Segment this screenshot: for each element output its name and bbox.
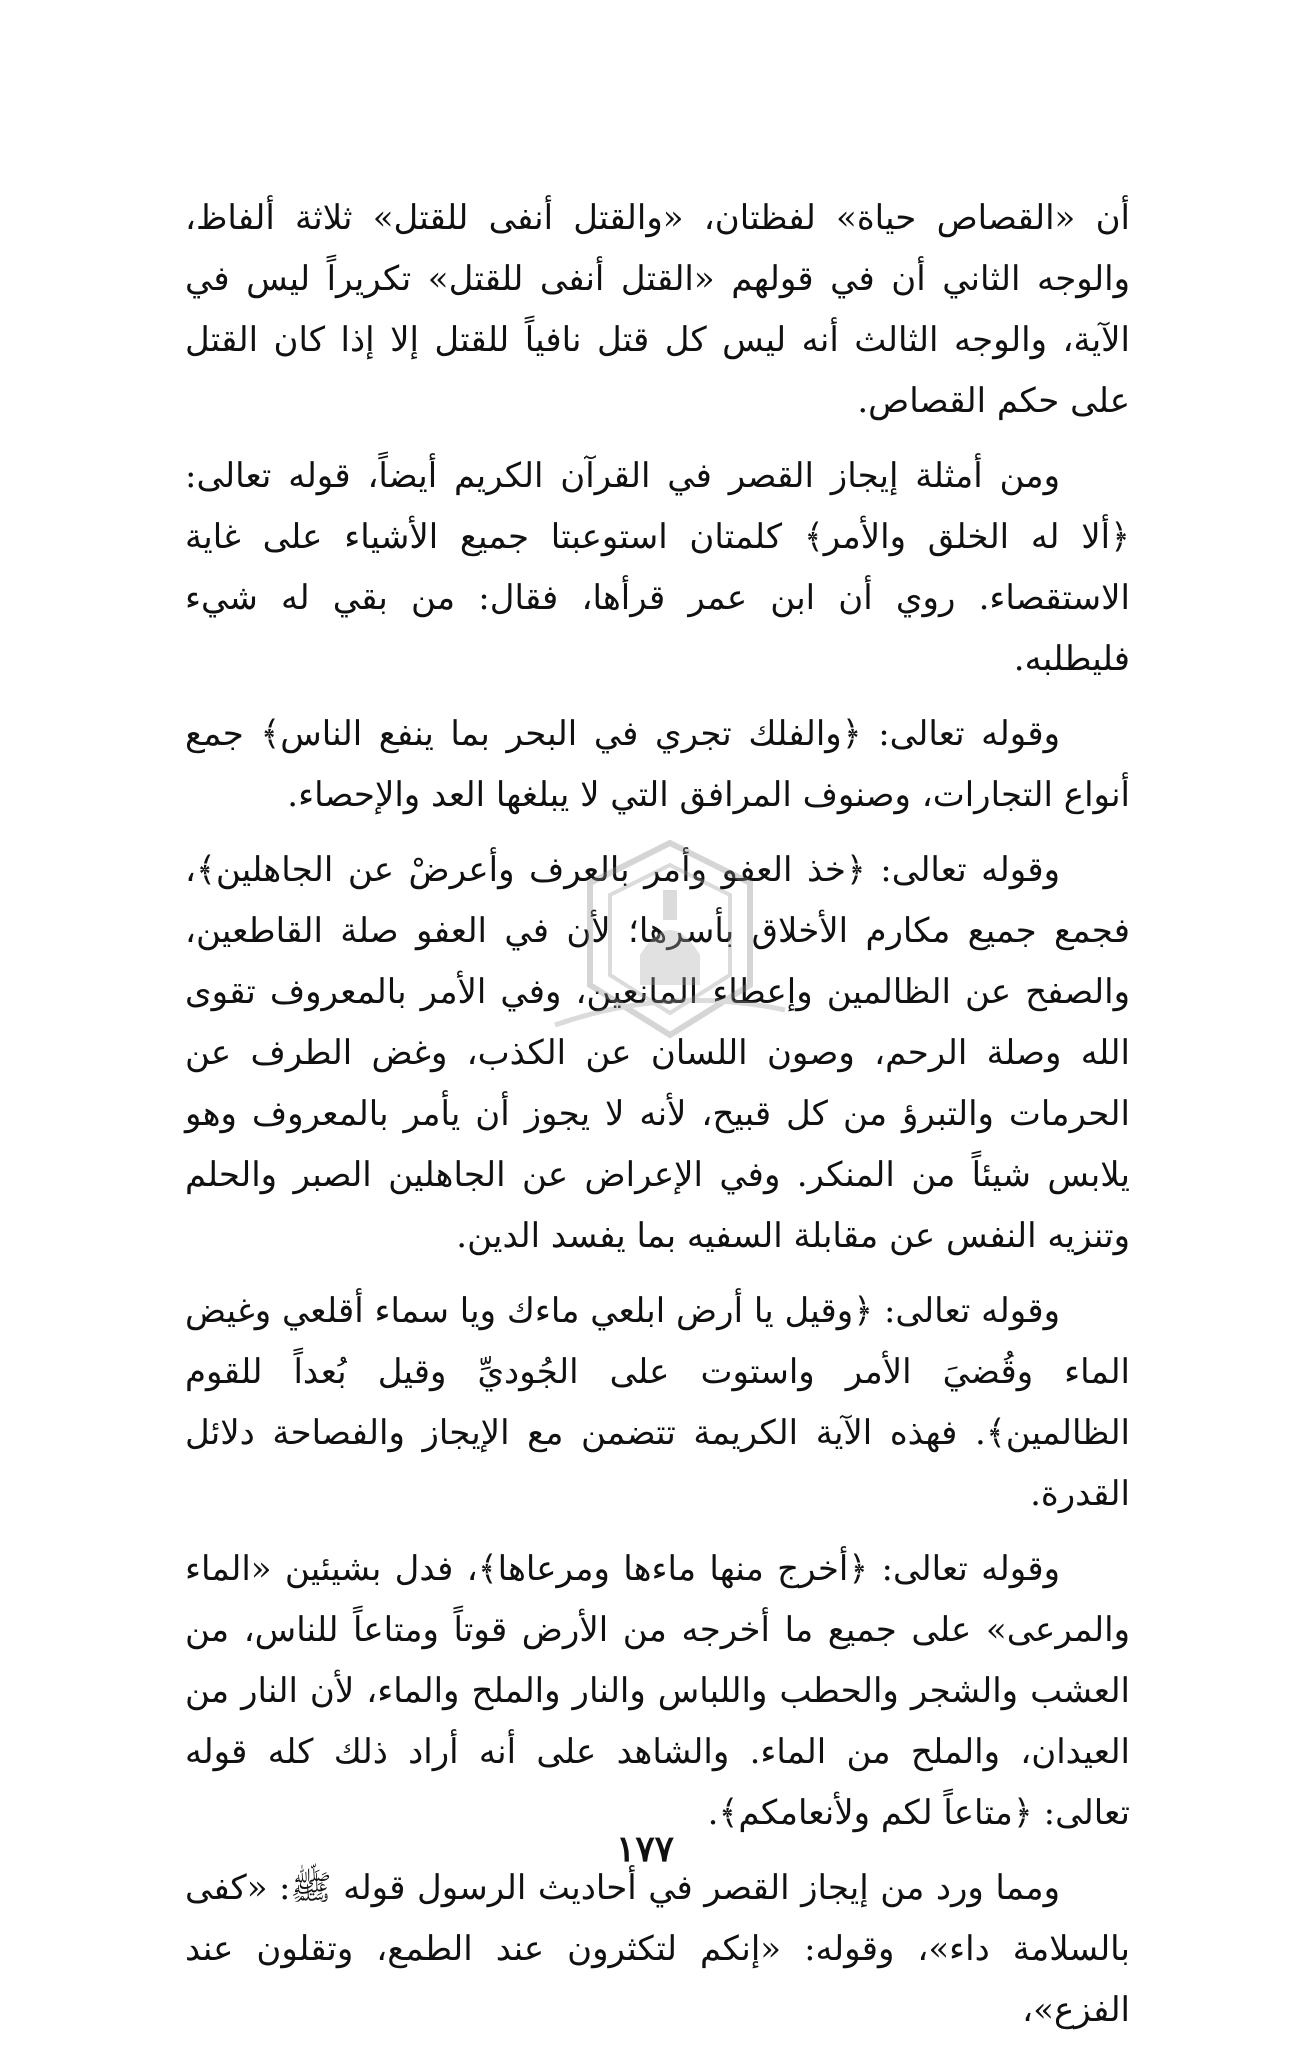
body-text — [185, 188, 1130, 2055]
paragraph-6: وقوله تعالى: ﴿أخرج منها ماءها ومرعاها﴾، فدل بشيئين «الماء والمرعى» على جميع ما أخرجه من الأرض قوتاً ومتاعاً للناس، من العشب والشجر والحطب واللباس والنار والملح والماء، لأن النار من العيدان، والملح من الماء. والشاهد على أنه أراد ذلك كله قوله تعالى: ﴿متاعاً لكم ولأنعامكم﴾. — [185, 1549, 1130, 1833]
paragraph-4: وقوله تعالى: ﴿خذ العفو وأمر بالعرف وأعرضْ عن الجاهلين﴾، فجمع جميع مكارم الأخلاق بأسرها؛ لأن في العفو صلة القاطعين، والصفح عن الظالمين وإعطاء المانعين، وفي الأمر بالمعروف تقوى الله وصلة الرحم، وصون اللسان عن الكذب، وغض الطرف عن الحرمات والتبرؤ من كل قبيح، لأنه لا يجوز أن يأمر بالمعروف وهو يلابس شيئاً من المنكر. وفي الإعراض عن الجاهلين الصبر والحلم وتنزيه النفس عن مقابلة السفيه بما يفسد الدين. — [185, 850, 1130, 1256]
paragraph-3: وقوله تعالى: ﴿والفلك تجري في البحر بما ينفع الناس﴾ جمع أنواع التجارات، وصنوف المرافق التي لا يبلغها العد والإحصاء. — [185, 714, 1130, 815]
paragraph-7: ومما ورد من إيجاز القصر في أحاديث الرسول قوله ﷺ: «كفى بالسلامة داء»، وقوله: «إنكم لتكثرون عند الطمع، وتقلون عند الفزع»، — [185, 1868, 1130, 2030]
page-number: ١٧٧ — [615, 1828, 674, 1870]
paragraph-1: أن «القصاص حياة» لفظتان، «والقتل أنفى للقتل» ثلاثة ألفاظ، والوجه الثاني أن في قولهم «القتل أنفى للقتل» تكريراً ليس في الآية، والوجه الثالث أنه ليس كل قتل نافياً للقتل إلا إذا كان القتل على حكم القصاص. — [185, 198, 1130, 421]
paragraph-2: ومن أمثلة إيجاز القصر في القرآن الكريم أيضاً، قوله تعالى: ﴿ألا له الخلق والأمر﴾ كلمتان استوعبتا جميع الأشياء على غاية الاستقصاء. روي أن ابن عمر قرأها، فقال: من بقي له شيء فليطلبه. — [185, 456, 1131, 679]
paragraph-5: وقوله تعالى: ﴿وقيل يا أرض ابلعي ماءك ويا سماء أقلعي وغيض الماء وقُضيَ الأمر واستوت على الجُوديِّ وقيل بُعداً للقوم الظالمين﴾. فهذه الآية الكريمة تتضمن مع الإيجاز والفصاحة دلائل القدرة. — [185, 1291, 1130, 1514]
